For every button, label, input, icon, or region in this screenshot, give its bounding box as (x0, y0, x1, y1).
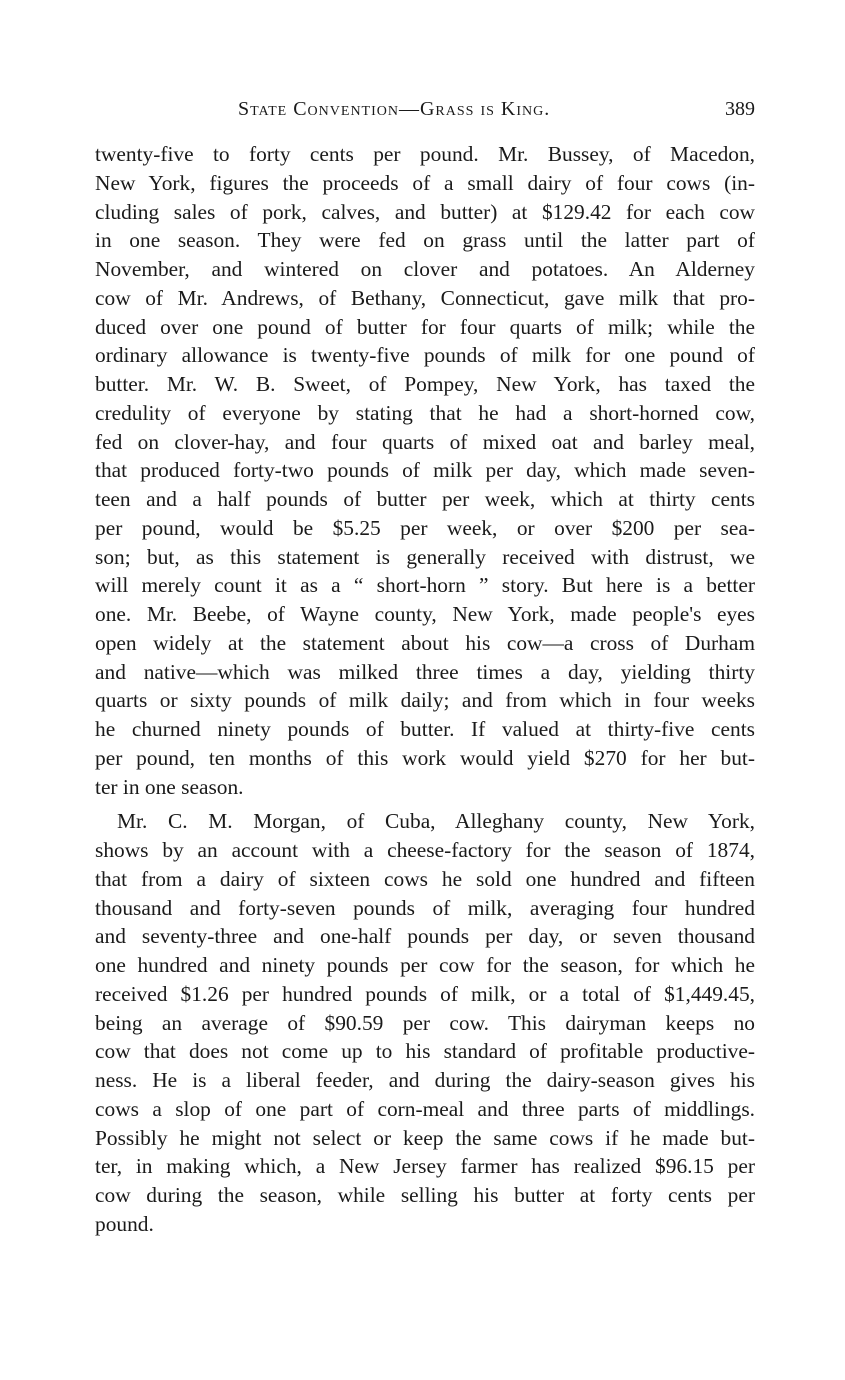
text-line: quarts or sixty pounds of milk daily; and from which in four weeks (95, 688, 755, 713)
text-line: and native—which was milked three times a day, yielding thirty (95, 659, 755, 684)
paragraph-2 (95, 807, 755, 1238)
text-line: ness. He is a liberal feeder, and during the dairy-season gives his (95, 1068, 755, 1092)
text-line: per pound, would be $5.25 per week, or over $200 per sea- (95, 515, 755, 540)
body-text (95, 140, 755, 1239)
running-title: State Convention—Grass is King. (238, 98, 551, 120)
text-line: will merely count it as a “ short-horn ” story. But here is a better (95, 573, 755, 598)
text-line: fed on clover-hay, and four quarts of mixed oat and barley meal, (95, 429, 755, 454)
text-line: credulity of everyone by stating that he had a short-horned cow, (95, 400, 755, 425)
page-number: 389 (725, 98, 755, 120)
text-line: ter in one season. (95, 774, 244, 799)
text-line: open widely at the statement about his cow—a cross of Durham (95, 630, 755, 655)
text-line: and seventy-three and one-half pounds per day, or seven thousand (95, 924, 755, 949)
text-line: teen and a half pounds of butter per week, which at thirty cents (95, 487, 755, 511)
text-line: ordinary allowance is twenty-five pounds of milk for one pound of (95, 343, 755, 368)
paragraph-1 (95, 140, 755, 801)
text-line: son; but, as this statement is generally received with distrust, we (95, 544, 755, 569)
text-line: cow of Mr. Andrews, of Bethany, Connecticut, gave milk that pro- (95, 285, 755, 310)
text-line: one hundred and ninety pounds per cow for the season, for which he (95, 953, 755, 977)
running-head (95, 98, 755, 132)
text-line: received $1.26 per hundred pounds of milk, or a total of $1,449.45, (95, 981, 755, 1006)
text-line: cows a slop of one part of corn-meal and three parts of middlings. (95, 1096, 755, 1121)
text-line: cow that does not come up to his standard of profitable productive- (95, 1039, 755, 1064)
text-line: duced over one pound of butter for four quarts of milk; while the (95, 314, 755, 339)
text-line: per pound, ten months of this work would yield $270 for her but- (95, 745, 755, 770)
text-line: Possibly he might not select or keep the same cows if he made but- (95, 1125, 755, 1150)
text-line: being an average of $90.59 per cow. This dairyman keeps no (95, 1010, 755, 1035)
text-line: butter. Mr. W. B. Sweet, of Pompey, New York, has taxed the (95, 372, 755, 396)
text-line: Mr. C. M. Morgan, of Cuba, Alleghany county, New York, (117, 809, 755, 834)
text-line: one. Mr. Beebe, of Wayne county, New York, made people's eyes (95, 602, 755, 626)
text-line: November, and wintered on clover and potatoes. An Alderney (95, 257, 755, 281)
text-line: he churned ninety pounds of butter. If valued at thirty-five cents (95, 717, 755, 741)
text-line: cow during the season, while selling his butter at forty cents per (95, 1183, 755, 1207)
text-line: that produced forty-two pounds of milk per day, which made seven- (95, 458, 755, 483)
text-line: that from a dairy of sixteen cows he sold one hundred and fifteen (95, 866, 755, 891)
text-line: shows by an account with a cheese-factory for the season of 1874, (95, 838, 755, 862)
text-line: ter, in making which, a New Jersey farmer has realized $96.15 per (95, 1154, 755, 1179)
text-line: in one season. They were fed on grass until the latter part of (95, 228, 755, 253)
text-line: twenty-five to forty cents per pound. Mr. Bussey, of Macedon, (95, 142, 755, 166)
text-line: New York, figures the proceeds of a small dairy of four cows (in- (95, 170, 755, 195)
text-line: thousand and forty-seven pounds of milk, averaging four hundred (95, 895, 755, 920)
text-line: pound. (95, 1211, 154, 1236)
text-line: cluding sales of pork, calves, and butter) at $129.42 for each cow (95, 199, 755, 224)
